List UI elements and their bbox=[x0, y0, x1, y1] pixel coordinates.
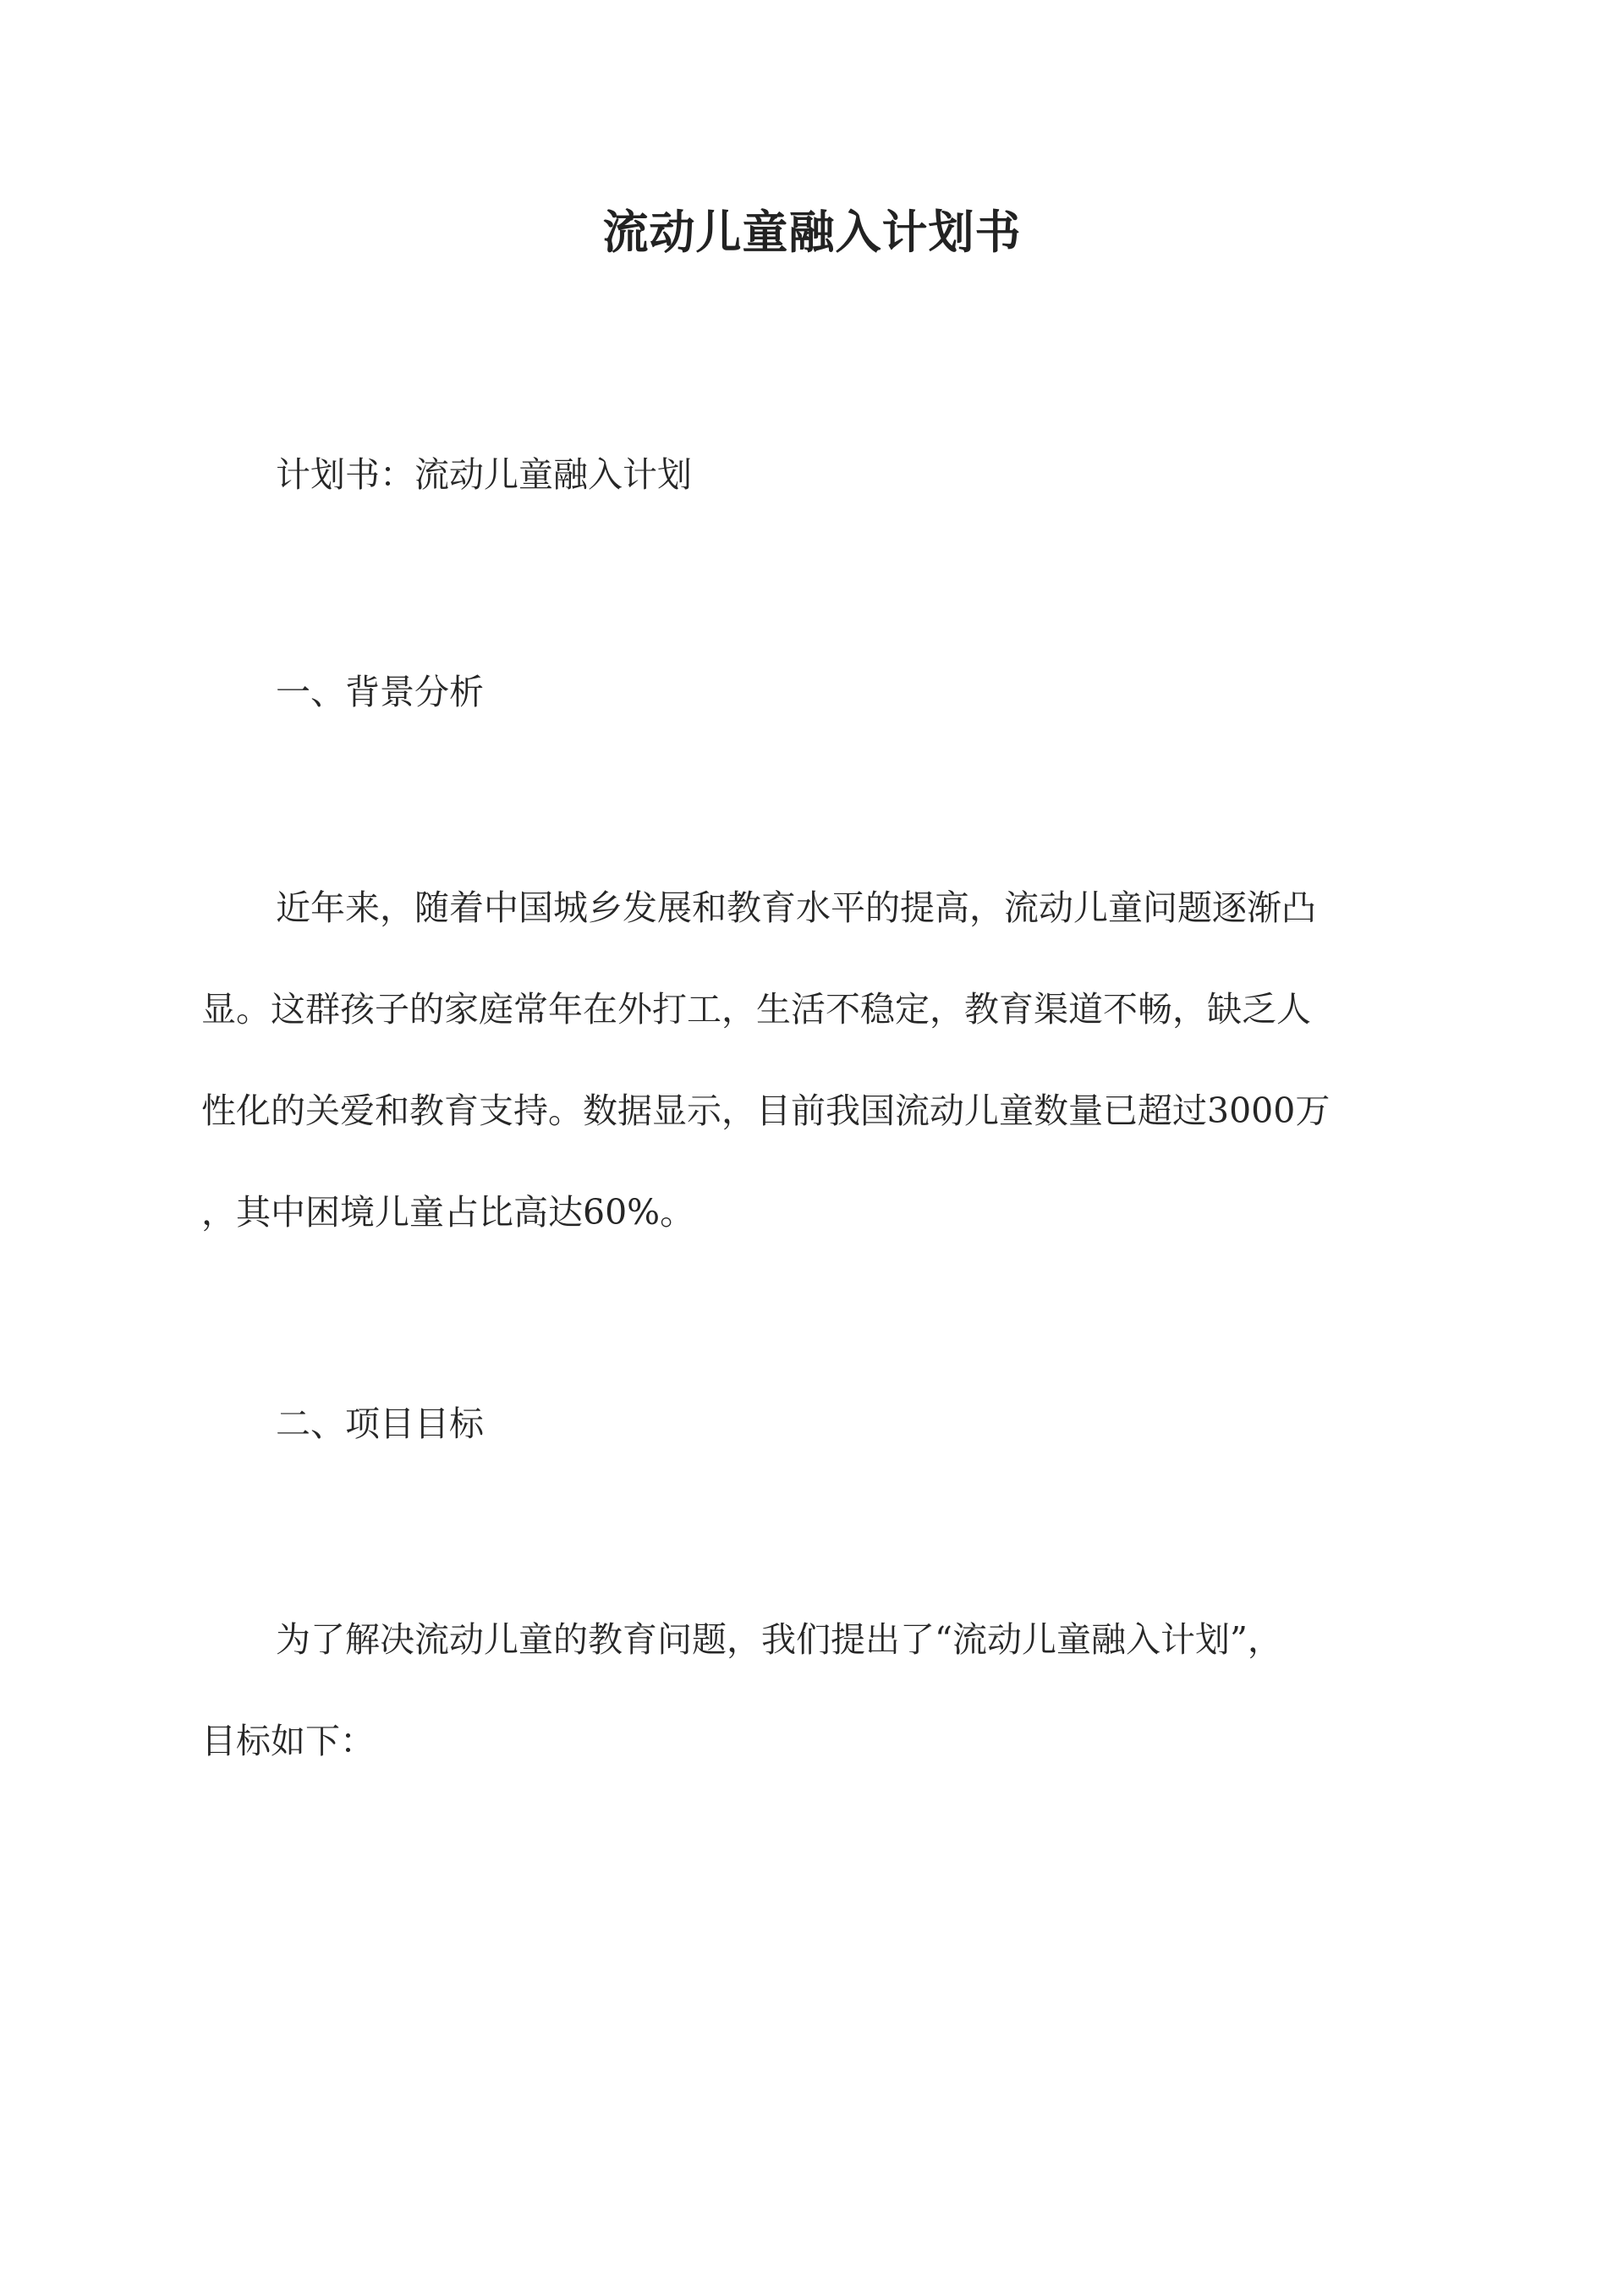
paragraph-line: 为了解决流动儿童的教育问题，我们提出了“流动儿童融入计划”， bbox=[276, 1619, 1282, 1660]
paragraph-line: ，其中困境儿童占比高达60%。 bbox=[201, 1192, 695, 1233]
paragraph-line: 近年来，随着中国城乡发展和教育水平的提高，流动儿童问题逐渐凸 bbox=[276, 887, 1316, 928]
paragraph-line: 显。这群孩子的家庭常年在外打工，生活不稳定，教育渠道不畅，缺乏人 bbox=[201, 989, 1311, 1030]
section-heading-background: 一、背景分析 bbox=[276, 672, 484, 712]
paragraph-line: 目标如下： bbox=[201, 1721, 375, 1761]
paragraph-line: 性化的关爱和教育支持。数据显示，目前我国流动儿童数量已超过3000万 bbox=[201, 1090, 1330, 1131]
section-heading-goals: 二、项目目标 bbox=[276, 1403, 484, 1444]
document-title: 流动儿童融入计划书 bbox=[602, 205, 1022, 259]
plan-subtitle: 计划书：流动儿童融入计划 bbox=[276, 454, 692, 495]
